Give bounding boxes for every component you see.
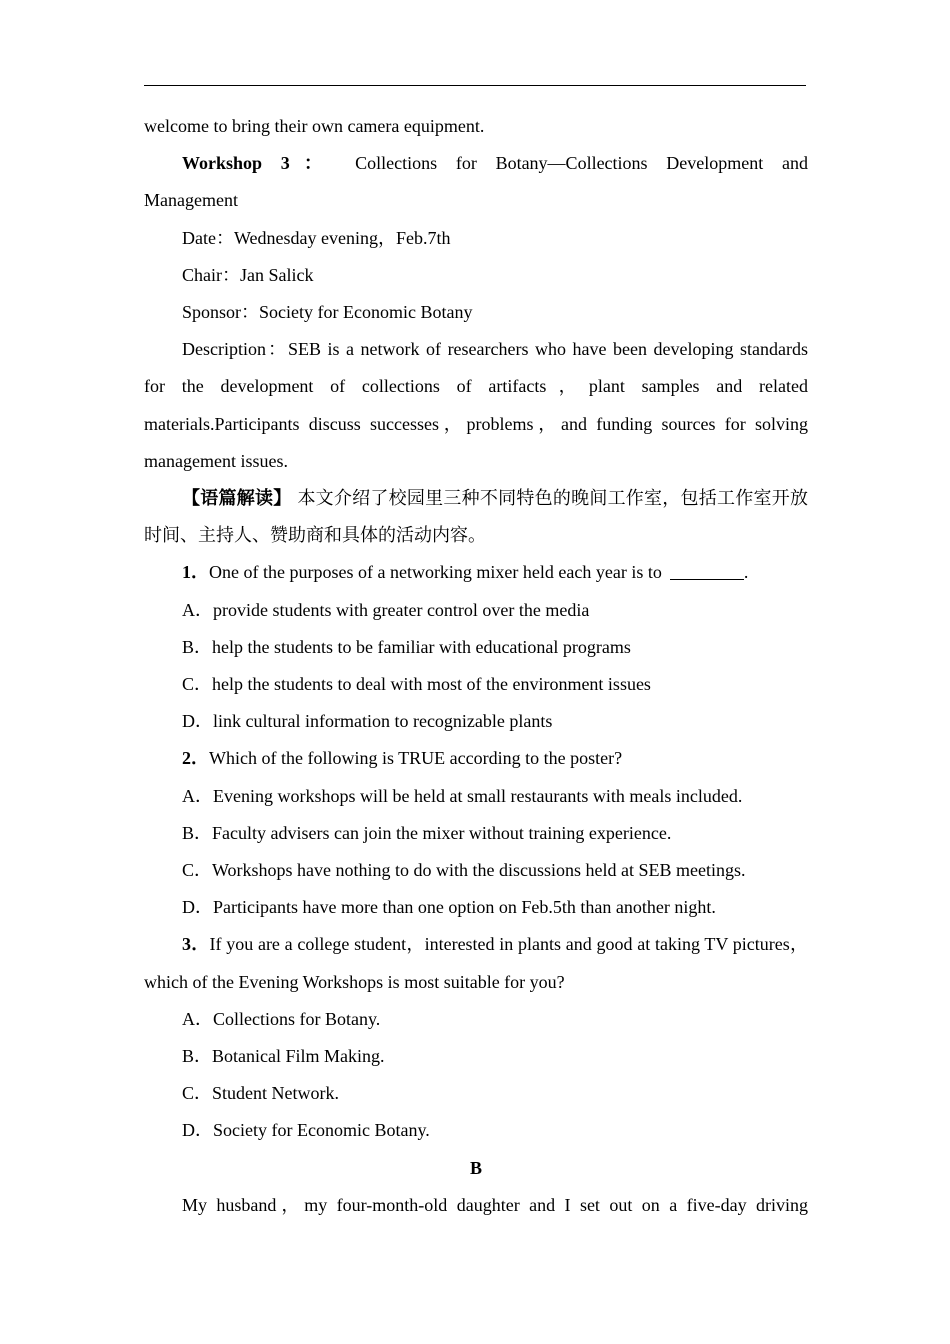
question-1-tail: .	[743, 562, 749, 583]
workshop-3-chair: Chair：Jan Salick	[182, 264, 314, 285]
question-3	[144, 926, 808, 1000]
question-3-option-b: B．Botanical Film Making.	[182, 1046, 385, 1067]
workshop-3-title-line2: Management	[144, 190, 238, 211]
workshop-3-description: Description：SEB is a network of researchers who have been developing standards for the development of collections of artifacts，plant samples and related materials.Participants discuss successes，problems，and funding sources for solving management issues.	[144, 339, 808, 471]
continuation-text: welcome to bring their own camera equipment.	[144, 116, 485, 136]
workshop-3-date: Date：Wednesday evening，Feb.7th	[182, 227, 451, 248]
workshop-3-title	[144, 145, 808, 182]
header-rule	[144, 85, 806, 86]
answer-blank	[670, 561, 744, 580]
section-b-heading: B	[469, 1157, 482, 1178]
question-3-option-c: C．Student Network.	[182, 1083, 339, 1104]
question-1-stem: One of the purposes of a networking mixer held each year is to	[209, 562, 662, 583]
question-2-option-c: C．Workshops have nothing to do with the discussions held at SEB meetings.	[182, 860, 746, 881]
workshop-3-title-line1: Collections for Botany—Collections Development and	[355, 153, 809, 174]
question-3-number: 3．	[182, 934, 210, 955]
question-3-option-d: D．Society for Economic Botany.	[182, 1120, 430, 1141]
passage-analysis	[144, 480, 808, 554]
question-3-option-a: A．Collections for Botany.	[182, 1008, 381, 1029]
section-b-first-line: My husband，my four-month-old daughter and I set out on a five-day driving	[182, 1194, 808, 1215]
analysis-label: 【语篇解读】	[182, 488, 292, 510]
workshop-3-colon: ：	[289, 153, 337, 174]
question-1-option-d: D．link cultural information to recognizable plants	[182, 711, 553, 732]
question-1-option-b: B．help the students to be familiar with educational programs	[182, 636, 631, 657]
workshop-3-sponsor: Sponsor：Society for Economic Botany	[182, 302, 473, 323]
document-page	[144, 108, 808, 1224]
question-2	[144, 740, 808, 777]
question-2-option-d: D．Participants have more than one option on Feb.5th than another night.	[182, 897, 716, 918]
question-2-option-b: B．Faculty advisers can join the mixer without training experience.	[182, 822, 672, 843]
question-2-stem: Which of the following is TRUE according to the poster?	[209, 748, 623, 769]
question-1-option-c: C．help the students to deal with most of the environment issues	[182, 674, 651, 695]
question-2-option-a: A．Evening workshops will be held at small restaurants with meals included.	[182, 785, 743, 806]
workshop-3-label: Workshop 3	[182, 153, 290, 174]
question-1-number: 1．	[182, 562, 209, 583]
analysis-text: 本文介绍了校园里三种不同特色的晚间工作室，包括工作室开放时间、主持人、赞助商和具体的活动内容。	[144, 488, 808, 547]
question-1	[144, 554, 808, 591]
question-3-stem: If you are a college student，interested in plants and good at taking TV pictures，which of the Evening Workshops is most suitable for you?	[144, 934, 808, 992]
question-1-option-a: A．provide students with greater control over the media	[182, 599, 590, 620]
question-2-number: 2．	[182, 748, 209, 769]
